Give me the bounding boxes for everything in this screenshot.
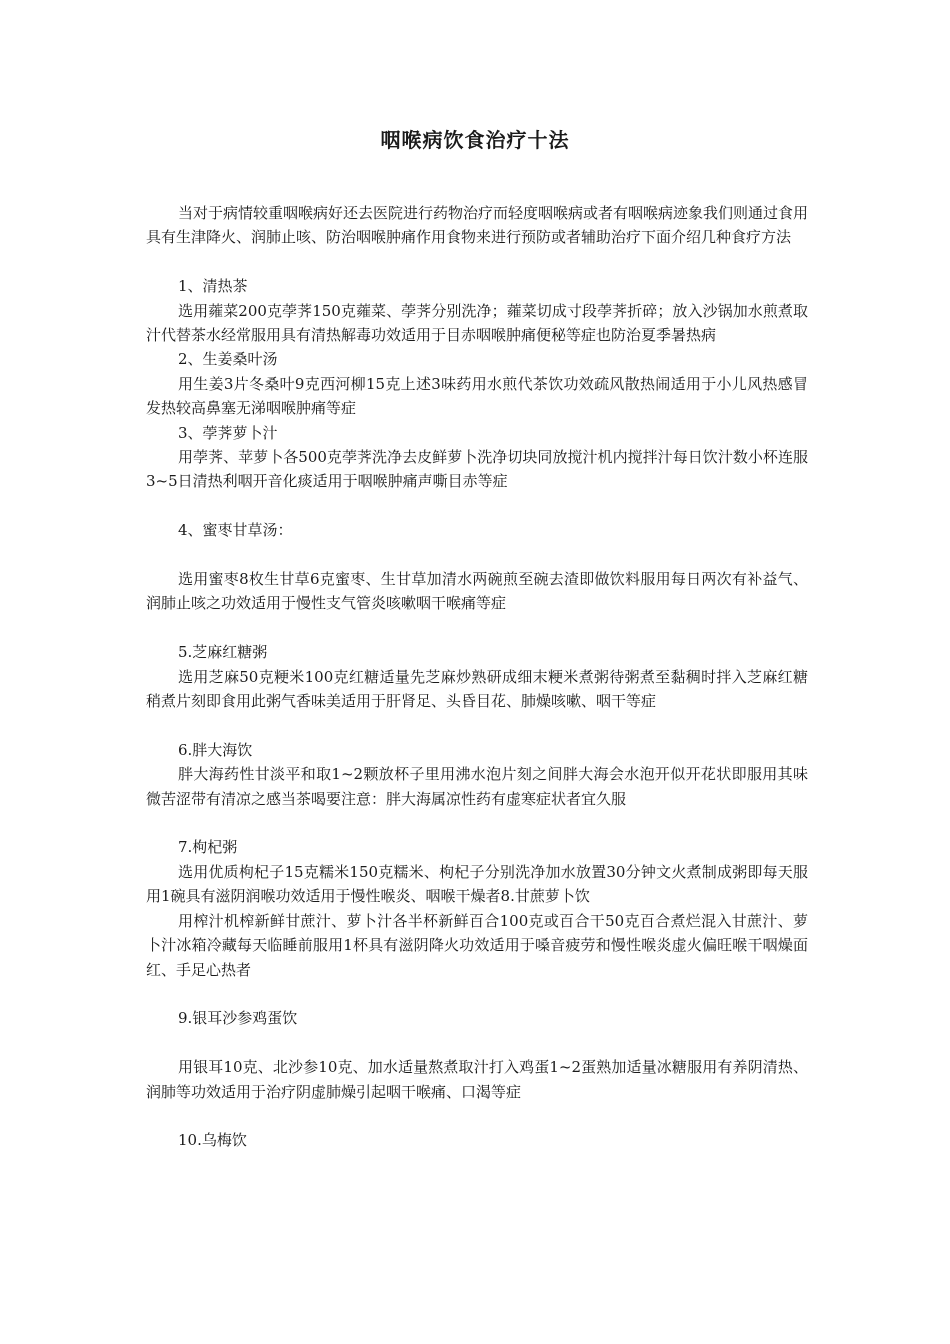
item-heading: 7.枸杞粥: [178, 838, 238, 857]
item-text: 用榨汁机榨新鲜甘蔗汁、萝卜汁各半杯新鲜百合100克或百合干50克百合煮烂混入甘蔗汁、萝卜汁冰箱冷藏每天临睡前服用1杯具有滋阴降火功效适用于嗓音疲劳和慢性喉炎虚火偏旺喉干咽燥面红、手足心热者: [146, 911, 808, 979]
item-text: 选用芝麻50克粳米100克红糖适量先芝麻炒熟研成细末粳米煮粥待粥煮至黏稠时拌入芝麻红糖稍煮片刻即食用此粥气香味美适用于肝肾足、头昏目花、肺燥咳嗽、咽干等症: [146, 667, 808, 711]
spacer: [146, 1104, 808, 1128]
item-heading: 2、生姜桑叶汤: [178, 350, 278, 369]
document-body: [146, 201, 808, 1153]
item-text: 选用蜜枣8枚生甘草6克蜜枣、生甘草加清水两碗煎至碗去渣即做饮料服用每日两次有补益气、润肺止咳之功效适用于慢性支气管炎咳嗽咽干喉痛等症: [146, 570, 808, 613]
spacer: [146, 543, 808, 567]
spacer: [146, 250, 808, 274]
item-heading: 10.乌梅饮: [178, 1131, 247, 1150]
item-text: 选用优质枸杞子15克糯米150克糯米、枸杞子分别洗净加水放置30分钟文火煮制成粥即每天服用1碗具有滋阴润喉功效适用于慢性喉炎、咽喉干燥者8.甘蔗萝卜饮: [146, 862, 808, 906]
item-heading: 4、蜜枣甘草汤：: [178, 521, 293, 540]
item-text: 用生姜3片冬桑叶9克西河柳15克上述3味药用水煎代茶饮功效疏风散热闹适用于小儿风热感冒发热较高鼻塞无涕咽喉肿痛等症: [146, 374, 808, 418]
spacer: [146, 494, 808, 518]
item-text: 用荸荠、苹萝卜各500克荸荠洗净去皮鲜萝卜洗净切块同放搅汁机内搅拌汁每日饮汁数小杯连服3~5日清热利咽开音化痰适用于咽喉肿痛声嘶目赤等症: [146, 448, 808, 491]
intro-paragraph: 当对于病情较重咽喉病好还去医院进行药物治疗而轻度咽喉病或者有咽喉病迹象我们则通过食用具有生津降火、润肺止咳、防治咽喉肿痛作用食物来进行预防或者辅助治疗下面介绍几种食疗方法: [146, 204, 809, 247]
document-title: 咽喉病饮食治疗十法: [380, 128, 570, 152]
item-heading: 9.银耳沙参鸡蛋饮: [178, 1009, 298, 1028]
item-text: 胖大海药性甘淡平和取1~2颗放杯子里用沸水泡片刻之间胖大海会水泡开似开花状即服用其味微苦涩带有清凉之感当茶喝要注意：胖大海属凉性药有虚寒症状者宜久服: [146, 765, 808, 808]
spacer: [146, 713, 808, 737]
item-text: 用银耳10克、北沙参10克、加水适量熬煮取汁打入鸡蛋1~2蛋熟加适量冰糖服用有养阴清热、润肺等功效适用于治疗阴虚肺燥引起咽干喉痛、口渴等症: [146, 1058, 808, 1101]
item-heading: 5.芝麻红糖粥: [178, 643, 268, 662]
spacer: [146, 811, 808, 835]
item-heading: 1、清热茶: [178, 277, 248, 296]
item-heading: 6.胖大海饮: [178, 740, 253, 759]
spacer: [146, 616, 808, 640]
item-text: 选用蕹菜200克荸荠150克蕹菜、荸荠分别洗净；蕹菜切成寸段荸荠折碎；放入沙锅加水煎煮取汁代替茶水经常服用具有清热解毒功效适用于目赤咽喉肿痛便秘等症也防治夏季暑热病: [146, 301, 808, 345]
spacer: [146, 982, 808, 1006]
spacer: [146, 1031, 808, 1055]
item-heading: 3、荸荠萝卜汁: [178, 423, 278, 442]
